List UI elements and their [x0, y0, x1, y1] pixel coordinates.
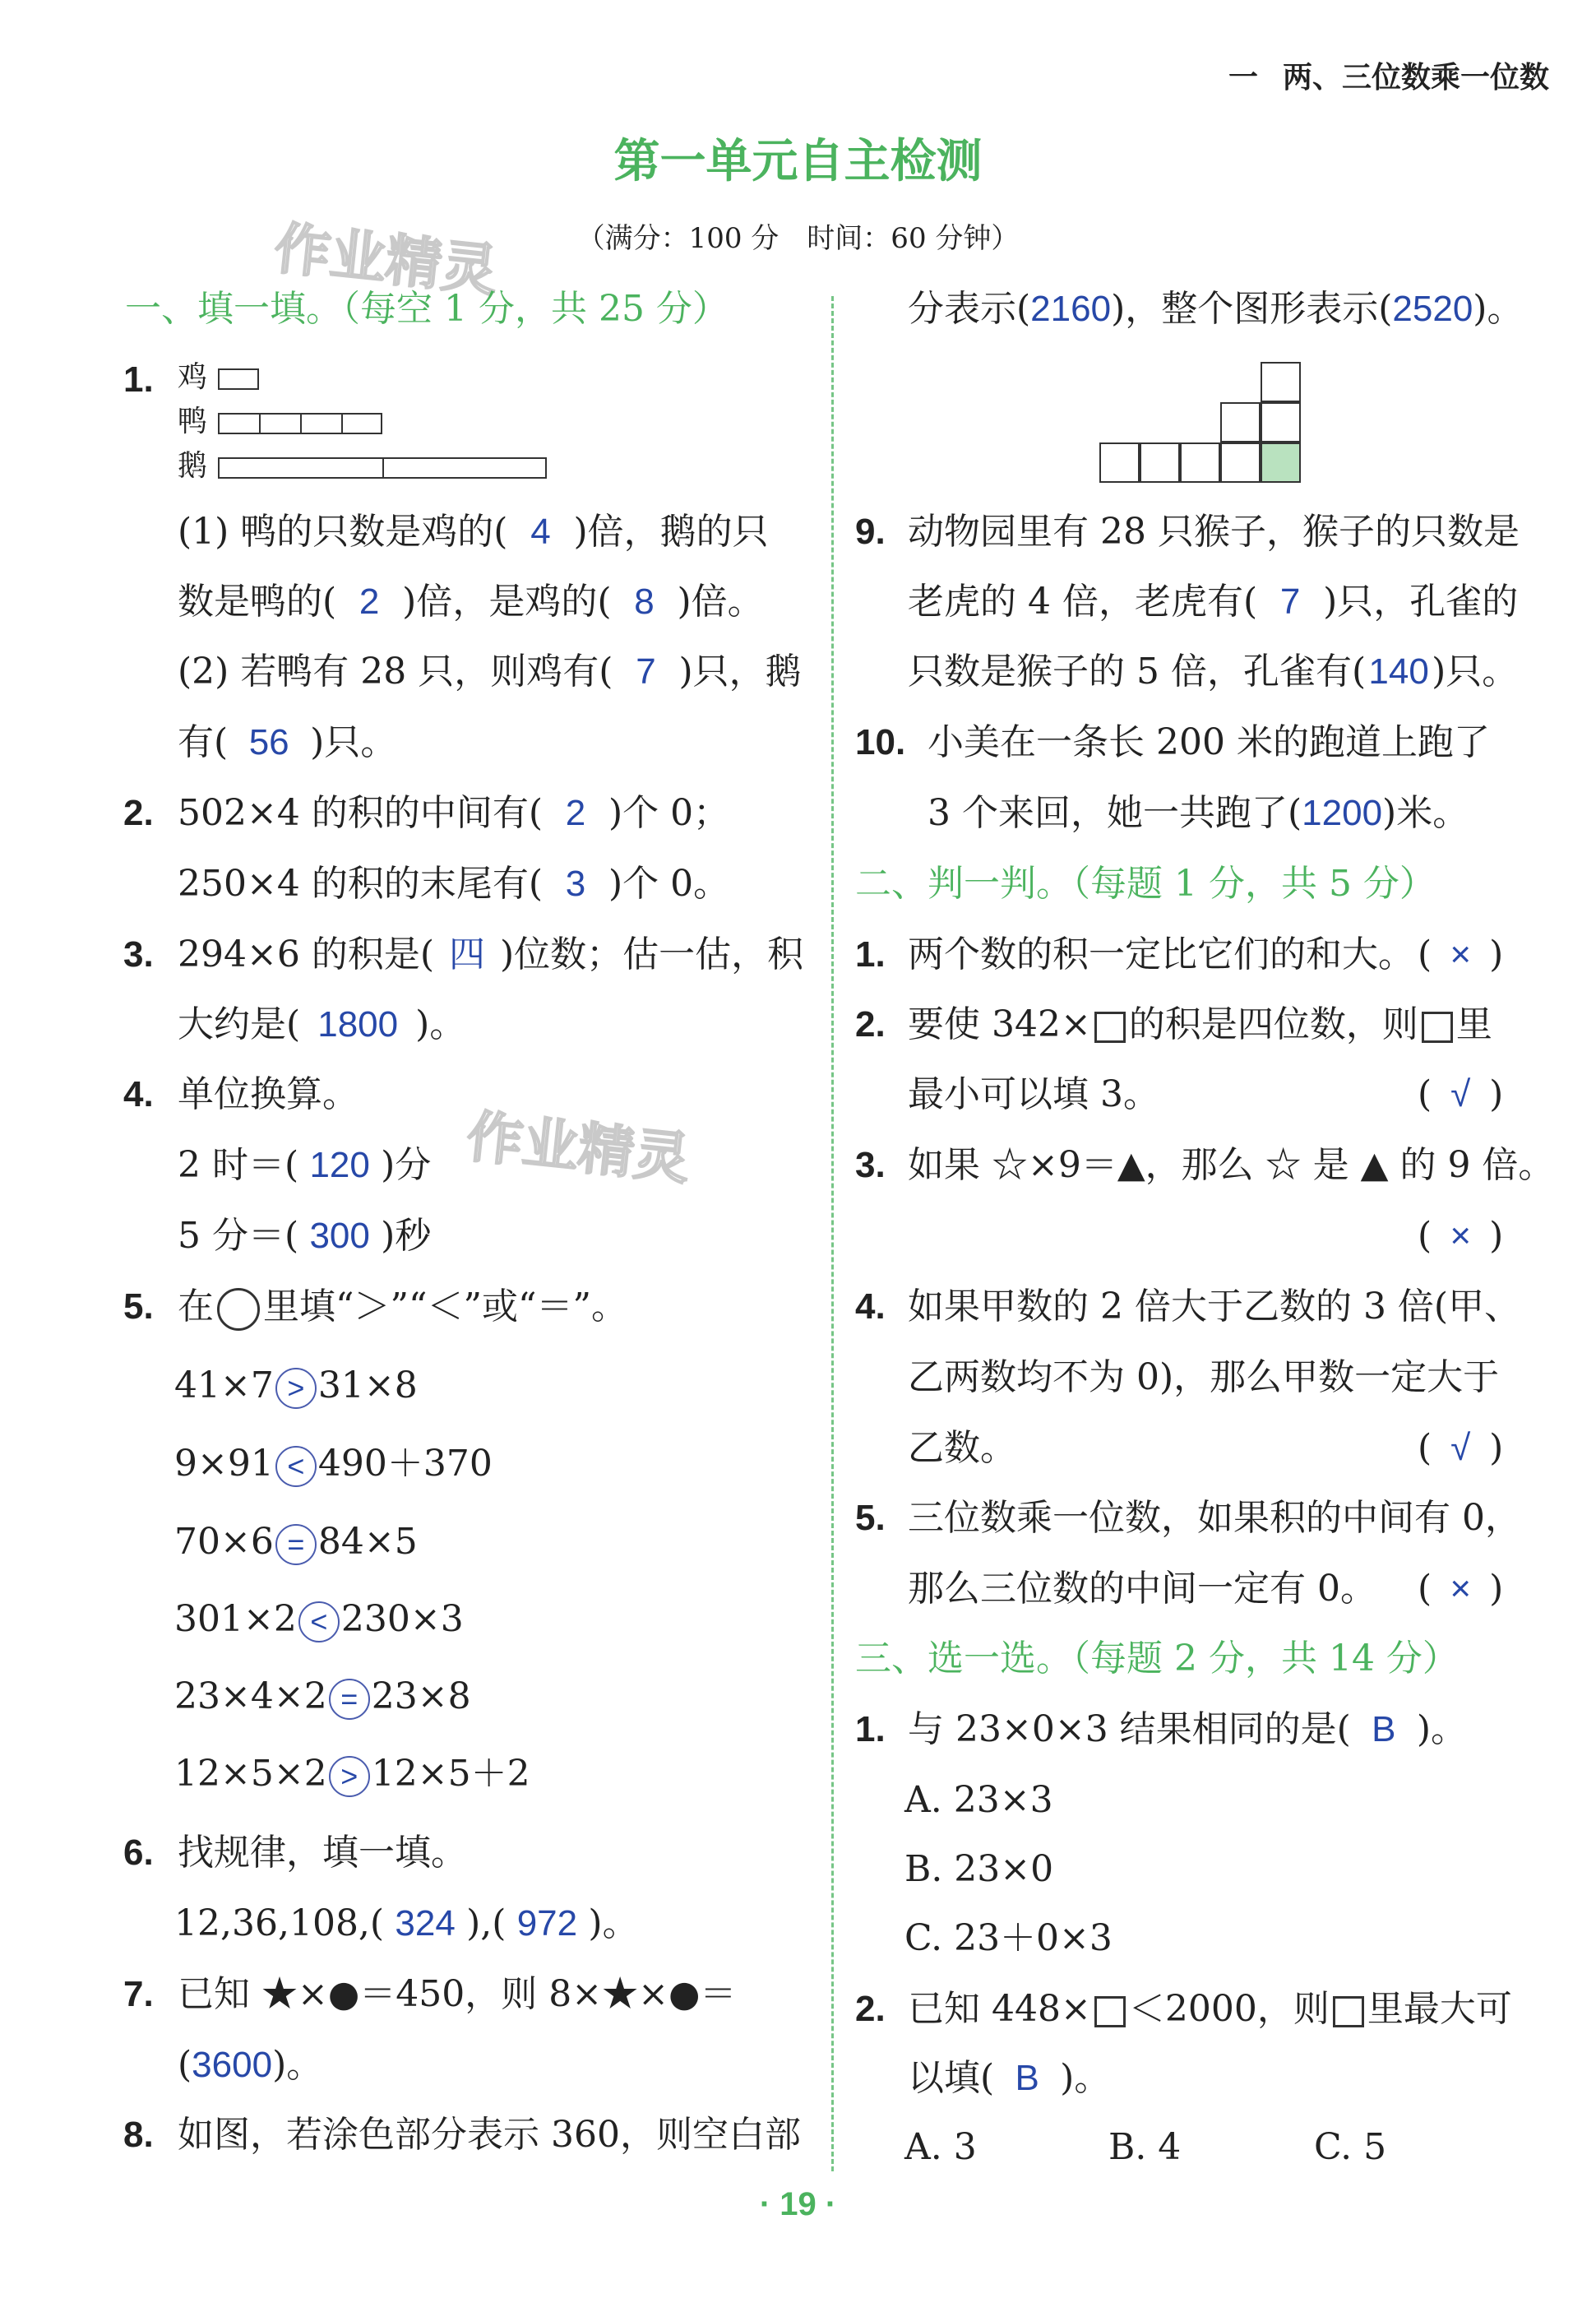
q9-line-1: 动物园里有 28 只猴子，猴子的只数是: [908, 511, 1520, 553]
question-number: 4.: [855, 1286, 886, 1327]
question-number: 4.: [123, 1074, 154, 1114]
question-number: 6.: [123, 1832, 154, 1873]
q3-line-1: 294×6 的积是( 四 )位数；估一估，积: [178, 934, 804, 975]
question-number: 1.: [855, 934, 886, 975]
compare-row: 9×91 < 490＋370: [174, 1440, 493, 1488]
page-number: · 19 ·: [759, 2186, 837, 2222]
compare-row: 12×5×2 > 12×5＋2: [174, 1750, 530, 1798]
q4-line-2: 5 分＝( 300 )秒: [178, 1215, 432, 1257]
q10-line-1: 小美在一条长 200 米的跑道上跑了: [928, 721, 1490, 763]
question-number: 8.: [123, 2115, 154, 2155]
blank-square-icon: [1422, 1012, 1453, 1043]
q9-line-3: 只数是猴子的 5 倍，孔雀有(140)只。: [908, 651, 1519, 693]
compare-row: 301×2 < 230×3: [174, 1596, 464, 1643]
empty-circle-icon: [217, 1288, 260, 1331]
q7-line-1: 已知 ★×●＝450，则 8×★×●＝: [178, 1973, 737, 2015]
q7-line-2: (3600)。: [178, 2044, 323, 2086]
q8-line-2: 分表示(2160)，整个图形表示(2520)。: [908, 288, 1524, 330]
watermark: 作业精灵: [463, 1104, 693, 1193]
q1-line-3: (2) 若鸭有 28 只，则鸡有( 7 )只，鹅: [178, 651, 802, 693]
choice-2-line-2: 以填( B )。: [908, 2057, 1111, 2099]
compare-row: 41×7 > 31×8: [174, 1362, 418, 1410]
q9-line-2: 老虎的 4 倍，老虎有( 7 )只，孔雀的: [908, 581, 1519, 623]
question-number: 10.: [855, 722, 906, 762]
judge-answer: ( √ ): [1418, 1427, 1504, 1469]
q6-text: 找规律，填一填。: [178, 1832, 467, 1874]
bar-goose: [218, 457, 547, 479]
q6-line-1: 12,36,108,( 324 ),( 972 )。: [174, 1902, 639, 1944]
question-number: 2.: [123, 793, 154, 833]
q10-line-2: 3 个来回，她一共跑了(1200)米。: [928, 792, 1469, 834]
question-number: 3.: [123, 934, 154, 975]
header-unit: 一: [1228, 60, 1259, 94]
compare-row: 70×6 = 84×5: [174, 1518, 418, 1566]
judge-answer: ( × ): [1418, 1568, 1504, 1610]
question-number: 5.: [123, 1286, 154, 1327]
choice-option: B. 4: [1108, 2126, 1182, 2168]
page-title: 第一单元自主检测: [613, 135, 983, 188]
header-chapter: 两、三位数乘一位数: [1283, 60, 1550, 94]
q3-line-2: 大约是( 1800 )。: [178, 1003, 466, 1045]
shaded-cell: [1261, 442, 1301, 483]
question-number: 9.: [855, 512, 886, 552]
blank-square-icon: [1333, 1996, 1364, 2027]
question-number: 3.: [855, 1145, 886, 1185]
q1-line-4: 有( 56 )只。: [178, 721, 397, 763]
section-2-heading: 二、判一判。（每题 1 分，共 5 分）: [855, 863, 1436, 905]
q8-line-1: 如图，若涂色部分表示 360，则空白部: [178, 2114, 801, 2156]
blank-square-icon: [1094, 1996, 1126, 2027]
question-number: 1.: [123, 359, 154, 400]
compare-row: 23×4×2 = 23×8: [174, 1673, 471, 1721]
section-1-heading: 一、填一填。（每空 1 分，共 25 分）: [125, 288, 729, 330]
q1-line-1: (1) 鸭的只数是鸡的( 4 )倍，鹅的只: [178, 511, 769, 553]
judge-4-line-1: 如果甲数的 2 倍大于乙数的 3 倍(甲、: [908, 1286, 1521, 1327]
bar-label-goose: 鹅: [178, 449, 208, 483]
choice-1-line-1: 与 23×0×3 结果相同的是( B )。: [908, 1708, 1468, 1750]
question-number: 5.: [855, 1498, 886, 1538]
judge-1-text: 两个数的积一定比它们的和大。: [908, 934, 1414, 975]
judge-3-text: 如果 ☆×9＝▲，那么 ☆ 是 ▲ 的 9 倍。: [908, 1144, 1555, 1186]
choice-option: A. 23×3: [904, 1779, 1053, 1821]
blank-square-icon: [1094, 1012, 1126, 1043]
choice-option: C. 23＋0×3: [904, 1917, 1113, 1959]
choice-option: A. 3: [904, 2126, 977, 2168]
column-divider: [831, 296, 834, 2171]
q5-text: 在 里填“＞”“＜”或“＝”。: [178, 1283, 627, 1331]
choice-option: B. 23×0: [904, 1848, 1054, 1890]
judge-2-line-1: 要使 342× 的积是四位数，则 里: [908, 1003, 1492, 1045]
judge-4-line-2: 乙两数均不为 0)，那么甲数一定大于: [908, 1356, 1500, 1398]
bar-duck: [218, 413, 382, 434]
question-number: 1.: [855, 1709, 886, 1749]
q2-line-2: 250×4 的积的末尾有( 3 )个 0。: [178, 863, 730, 905]
judge-answer: ( × ): [1418, 1215, 1504, 1257]
q2-line-1: 502×4 的积的中间有( 2 )个 0；: [178, 792, 730, 834]
bar-label-chicken: 鸡: [178, 360, 208, 394]
q1-line-2: 数是鸭的( 2 )倍，是鸡的( 8 )倍。: [178, 581, 764, 623]
q4-text: 单位换算。: [178, 1073, 359, 1115]
question-number: 2.: [855, 1989, 886, 2029]
q4-line-1: 2 时＝( 120 )分: [178, 1144, 432, 1186]
judge-4-line-3: 乙数。: [908, 1427, 1016, 1469]
judge-answer: ( × ): [1418, 934, 1504, 975]
judge-answer: ( √ ): [1418, 1073, 1504, 1115]
page-subtitle: （满分：100 分 时间：60 分钟）: [576, 222, 1020, 255]
question-number: 2.: [855, 1004, 886, 1045]
choice-2-line-1: 已知 448× ＜2000，则 里最大可: [908, 1988, 1512, 2030]
choice-option: C. 5: [1314, 2126, 1387, 2168]
bar-chicken: [218, 368, 259, 390]
section-3-heading: 三、选一选。（每题 2 分，共 14 分）: [855, 1638, 1459, 1679]
question-number: 7.: [123, 1974, 154, 2014]
watermark: 作业精灵: [271, 215, 501, 304]
bar-label-duck: 鸭: [178, 405, 208, 438]
judge-5-line-1: 三位数乘一位数，如果积的中间有 0，: [908, 1497, 1521, 1539]
judge-5-line-2: 那么三位数的中间一定有 0。: [908, 1568, 1376, 1610]
judge-2-line-2: 最小可以填 3。: [908, 1073, 1159, 1115]
